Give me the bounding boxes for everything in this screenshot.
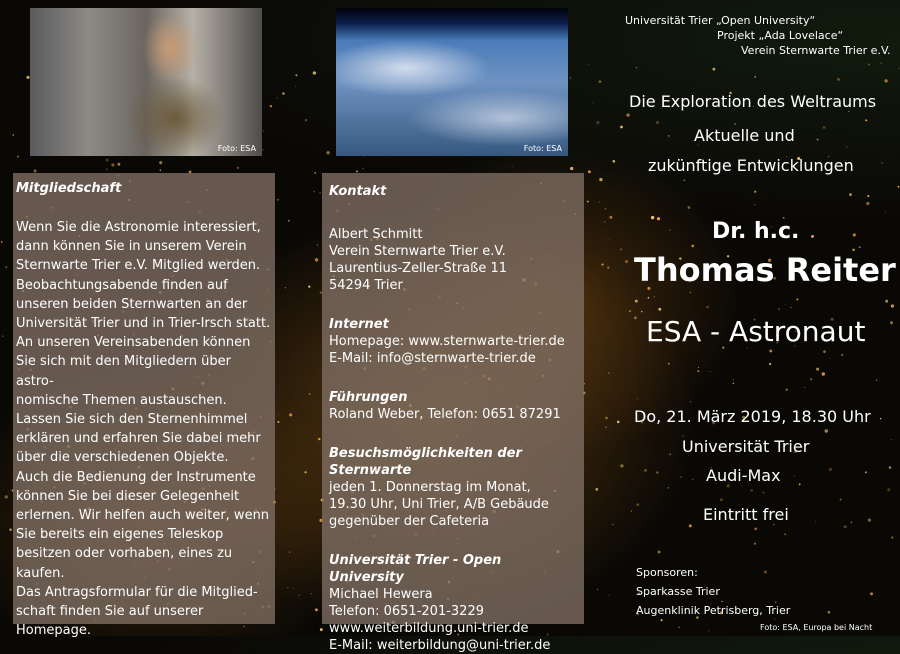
astronaut-photo [30, 8, 262, 156]
sponsor-sparkasse: Sparkasse Trier [636, 585, 720, 598]
earth-photo-credit: Foto: ESA [523, 144, 562, 153]
uni-email: E-Mail: weiterbildung@uni-trier.de [329, 638, 551, 653]
contact-city: 54294 Trier [329, 278, 403, 293]
membership-panel [13, 173, 275, 639]
organizer-open-university: Universität Trier „Open University“ [625, 14, 816, 27]
speaker-role: ESA - Astronaut [646, 315, 866, 348]
topic-line-1: Die Exploration des Weltraums [629, 92, 877, 111]
uni-contact-name: Michael Hewera [329, 587, 433, 602]
contact-heading: Kontakt [329, 184, 387, 199]
homepage-link: Homepage: www.sternwarte-trier.de [329, 334, 565, 349]
event-admission: Eintritt frei [703, 505, 789, 524]
visit-heading: Besuchsmöglichkeiten der Sternwarte [329, 446, 522, 478]
event-datetime: Do, 21. März 2019, 18.30 Uhr [634, 407, 871, 426]
sponsors-label: Sponsoren: [636, 566, 698, 579]
event-room: Audi-Max [706, 466, 781, 485]
contact-name: Albert Schmitt [329, 227, 423, 242]
contact-street: Laurentius-Zeller-Straße 11 [329, 261, 508, 276]
internet-heading: Internet [329, 317, 389, 332]
visit-line-3: gegenüber der Cafeteria [329, 514, 490, 529]
membership-body: Wenn Sie die Astronomie interessiert, dann können Sie in unserem Verein Sternwarte Trier e.V. Mitglied werden. Beobachtungsabende finden auf unseren beiden Sternwarten an der Universität Trier und in Trier-Irsch statt. An unseren Vereinsabenden können Sie sich mit den Mitgliedern über astro- nomische Themen austauschen. Lassen Sie sich den Sternenhimmel erklären und erfahren Sie dabei mehr über die verschiedenen Objekte. Auch die Bedienung der Instrumente können Sie bei dieser Gelegenheit erlernen. Wir helfen auch weiter, wenn Sie bereits ein eigenes Teleskop besitzen oder vorhaben, eines zu kaufen. Das Antragsformular für die Mitglied- schaft finden Sie auf unserer Homepage. [16, 220, 271, 639]
organizer-ada-lovelace: Projekt „Ada Lovelace“ [717, 29, 844, 42]
astronaut-photo-credit: Foto: ESA [217, 144, 256, 153]
tours-contact: Roland Weber, Telefon: 0651 87291 [329, 407, 561, 422]
contact-org: Verein Sternwarte Trier e.V. [329, 244, 506, 259]
earth-photo [336, 8, 568, 156]
membership-heading: Mitgliedschaft [16, 181, 122, 196]
visit-line-1: jeden 1. Donnerstag im Monat, [329, 480, 531, 495]
topic-line-2: Aktuelle und [694, 126, 795, 145]
event-venue: Universität Trier [682, 437, 810, 456]
speaker-honorific: Dr. h.c. [712, 219, 800, 244]
uni-web: www.weiterbildung.uni-trier.de [329, 621, 529, 636]
contact-panel [322, 173, 584, 653]
email-link: E-Mail: info@sternwarte-trier.de [329, 351, 536, 366]
uni-phone: Telefon: 0651-201-3229 [329, 604, 484, 619]
organizer-sternwarte: Verein Sternwarte Trier e.V. [741, 44, 891, 57]
speaker-name: Thomas Reiter [634, 251, 896, 289]
visit-line-2: 19.30 Uhr, Uni Trier, A/B Gebäude [329, 497, 549, 512]
tours-heading: Führungen [329, 390, 408, 405]
uni-heading: Universität Trier - Open University [329, 553, 502, 585]
contact-section [329, 183, 577, 654]
topic-line-3: zukünftige Entwicklungen [648, 156, 854, 175]
background-photo-credit: Foto: ESA, Europa bei Nacht [760, 623, 873, 632]
sponsor-augenklinik: Augenklinik Petrisberg, Trier [636, 604, 791, 617]
